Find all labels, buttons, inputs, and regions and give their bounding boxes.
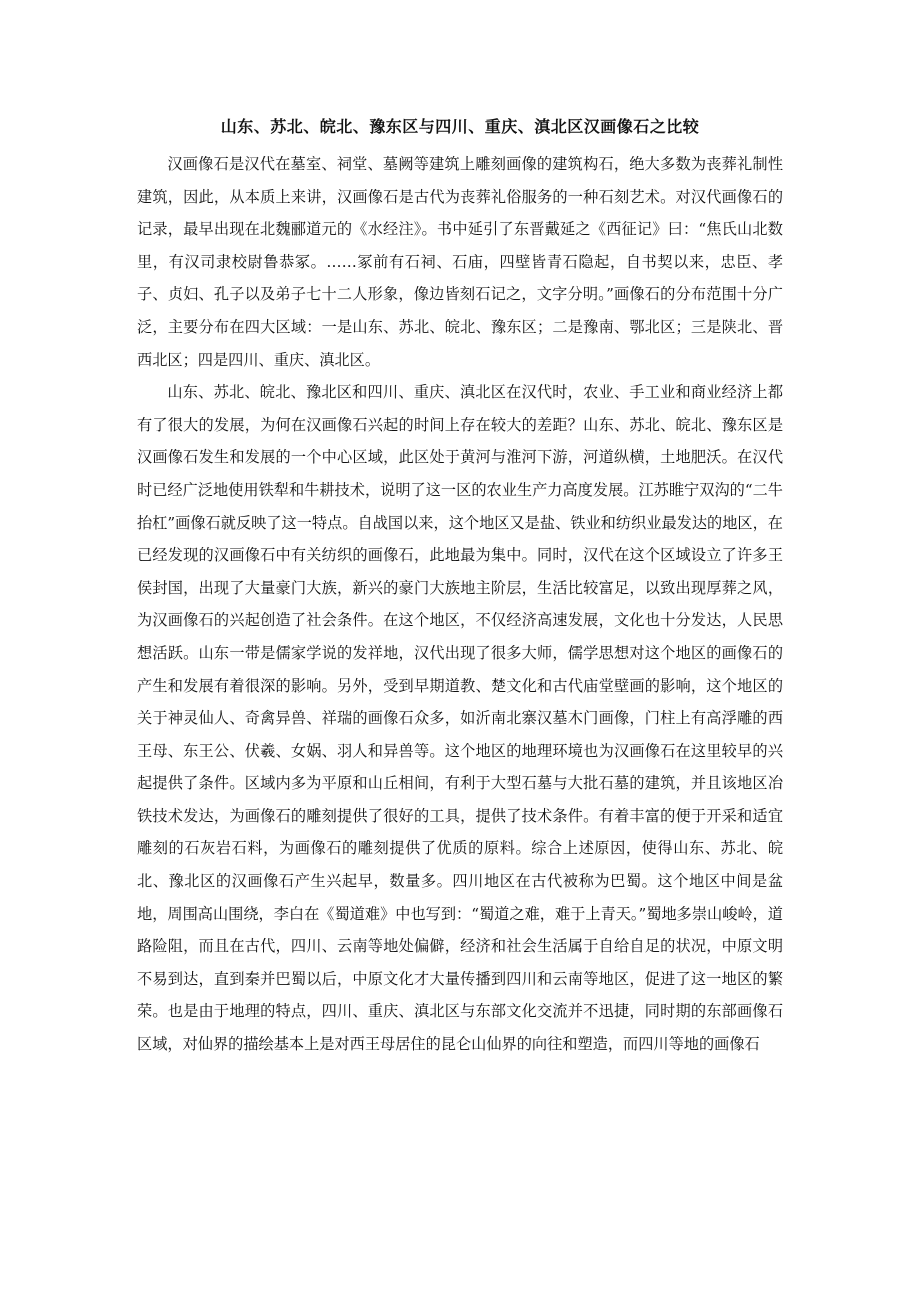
document-title: 山东、苏北、皖北、豫东区与四川、重庆、滇北区汉画像石之比较 — [220, 117, 700, 136]
paragraph-introduction: 汉画像石是汉代在墓室、祠堂、墓阙等建筑上雕刻画像的建筑构石，绝大多数为丧葬礼制性建筑，因此，从本质上来讲，汉画像石是古代为丧葬礼俗服务的一种石刻艺术。对汉代画像石的记录，最早出现在北魏郦道元的《水经注》。书中延引了东晋戴延之《西征记》曰：“焦氏山北数里，有汉司隶校尉鲁恭冢。……冢前有石祠、石庙，四壁皆青石隐起，自书契以来，忠臣、孝子、贞妇、孔子以及弟子七十二人形象，像边皆刻石记之，文字分明。”画像石的分布范围十分广泛，主要分布在四大区域：一是山东、苏北、皖北、豫东区；二是豫南、鄂北区；三是陕北、晋西北区；四是四川、重庆、滇北区。 — [137, 155, 783, 369]
paragraph-comparison: 山东、苏北、皖北、豫北区和四川、重庆、滇北区在汉代时，农业、手工业和商业经济上都有了很大的发展，为何在汉画像石兴起的时间上存在较大的差距？山东、苏北、皖北、豫东区是汉画像石发生和发展的一个中心区域，此区处于黄河与淮河下游，河道纵横，土地肥沃。在汉代时已经广泛地使用铁犁和牛耕技术，说明了这一区的农业生产力高度发展。江苏睢宁双沟的“二牛抬杠”画像石就反映了这一特点。自战国以来，这个地区又是盐、铁业和纺织业最发达的地区，在已经发现的汉画像石中有关纺织的画像石，此地最为集中。同时，汉代在这个区域设立了许多王侯封国，出现了大量豪门大族，新兴的豪门大族地主阶层，生活比较富足，以致出现厚葬之风，为汉画像石的兴起创造了社会条件。在这个地区，不仅经济高速发展，文化也十分发达，人民思想活跃。山东一带是儒家学说的发祥地，汉代出现了很多大师，儒学思想对这个地区的画像石的产生和发展有着很深的影响。另外，受到早期道教、楚文化和古代庙堂壁画的影响，这个地区的关于神灵仙人、奇禽异兽、祥瑞的画像石众多，如沂南北寨汉墓木门画像，门柱上有高浮雕的西王母、东王公、伏羲、女娲、羽人和异兽等。这个地区的地理环境也为汉画像石在这里较早的兴起提供了条件。区域内多为平原和山丘相间，有利于大型石墓与大批石墓的建筑，并且该地区冶铁技术发达，为画像石的雕刻提供了很好的工具，提供了技术条件。有着丰富的便于开采和适宜雕刻的石灰岩石料，为画像石的雕刻提供了优质的原料。综合上述原因，使得山东、苏北、皖北、豫北区的汉画像石产生兴起早，数量多。四川地区在古代被称为巴蜀。这个地区中间是盆地，周围高山围绕，李白在《蜀道难》中也写到：“蜀道之难，难于上青天。”蜀地多崇山峻岭，道路险阻，而且在古代，四川、云南等地处偏僻，经济和社会生活属于自给自足的状况，中原文明不易到达，直到秦并巴蜀以后，中原文化才大量传播到四川和云南等地区，促进了这一地区的繁荣。也是由于地理的特点，四川、重庆、滇北区与东部文化交流并不迅捷，同时期的东部画像石区域，对仙界的描绘基本上是对西王母居住的昆仑山仙界的向往和塑造，而四川等地的画像石 — [137, 383, 783, 1054]
document-page — [137, 112, 783, 1061]
